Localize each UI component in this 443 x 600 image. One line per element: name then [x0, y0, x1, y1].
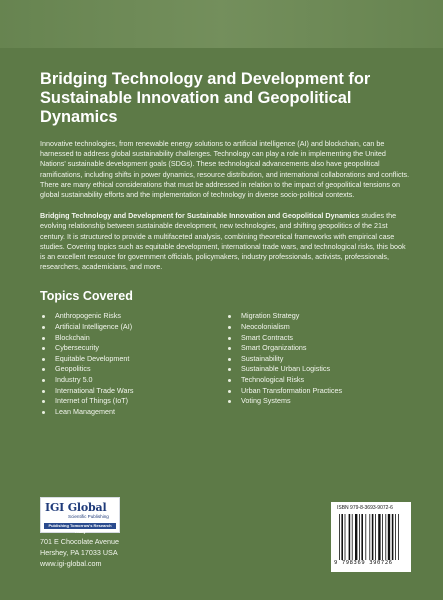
- address-line-2: Hershey, PA 17033 USA: [40, 548, 118, 557]
- topic-item: Technological Risks: [226, 375, 342, 386]
- address-line-1: 701 E Chocolate Avenue: [40, 537, 119, 546]
- book-title: Bridging Technology and Development for Sustainable Innovation and Geopolitical Dynamics: [40, 70, 371, 126]
- topics-column-right: [226, 311, 342, 417]
- description-paragraph: [40, 211, 412, 272]
- topics-list: [40, 311, 412, 417]
- topics-heading: Topics Covered: [40, 289, 133, 304]
- logo-name: IGI Global: [45, 501, 107, 514]
- topic-item: Urban Transformation Practices: [226, 386, 342, 397]
- topic-item: Industry 5.0: [40, 375, 226, 386]
- description-text: studies the evolving relationship between sustainable development, new technologies, and shifting geopolitics of the 21st century. It is structured to provide a multifaceted analysis, combining theoretical frameworks with empirical case studies. Covering topics such as equitable development, international trade wars, and technological risks, this book is an excellent resource for government officials, policymakers, industry professionals, activists, professionals, researchers, academicians, and more.: [40, 211, 406, 272]
- back-cover-content: [40, 70, 412, 417]
- topic-item: Smart Contracts: [226, 333, 342, 344]
- description-book-title: Bridging Technology and Development for Sustainable Innovation and Geopolitical Dynamics: [40, 211, 360, 221]
- isbn-label: ISBN 979-8-3693-9072-6: [337, 505, 393, 511]
- topic-item: Equitable Development: [40, 354, 226, 365]
- barcode-digits: 9 798369 390726: [334, 560, 393, 566]
- publisher-website: www.igi-global.com: [40, 559, 102, 568]
- topic-item: Lean Management: [40, 407, 226, 418]
- topic-item: Sustainability: [226, 354, 342, 365]
- topic-item: Anthropogenic Risks: [40, 311, 226, 322]
- topic-item: Sustainable Urban Logistics: [226, 364, 342, 375]
- topic-item: Cybersecurity: [40, 343, 226, 354]
- logo-tagline: Publishing Tomorrow's Research Today: [44, 523, 116, 529]
- topic-item: Voting Systems: [226, 396, 342, 407]
- topic-item: Smart Organizations: [226, 343, 342, 354]
- topic-item: Migration Strategy: [226, 311, 342, 322]
- barcode-icon: [339, 514, 405, 560]
- logo-subtitle: Scientific Publishing: [68, 514, 109, 519]
- isbn-barcode: [331, 502, 411, 572]
- topic-item: International Trade Wars: [40, 386, 226, 397]
- topic-item: Blockchain: [40, 333, 226, 344]
- topic-item: Geopolitics: [40, 364, 226, 375]
- topic-item: Neocolonialism: [226, 322, 342, 333]
- cover-top-band: [0, 0, 443, 48]
- intro-paragraph: Innovative technologies, from renewable energy solutions to artificial intelligence (AI) and blockchain, can be harnessed to address global sustainability challenges. Technology can play a role in implementing the United Nations' sustainable development goals (SDGs). These technological advancements also have geopolitical ramifications, including shifts in power dynamics, resource distribution, and international collaborations and conflicts. There are many ethical considerations that must be addressed in relation to the impact of geopolitical tensions on global sustainability efforts and the implementation of technology in diverse socio-political contexts.: [40, 139, 410, 200]
- publisher-block: [40, 497, 120, 569]
- igi-global-logo: [40, 497, 120, 533]
- publisher-address: [40, 536, 120, 569]
- topic-item: Internet of Things (IoT): [40, 396, 226, 407]
- topic-item: Artificial Intelligence (AI): [40, 322, 226, 333]
- topics-column-left: [40, 311, 226, 417]
